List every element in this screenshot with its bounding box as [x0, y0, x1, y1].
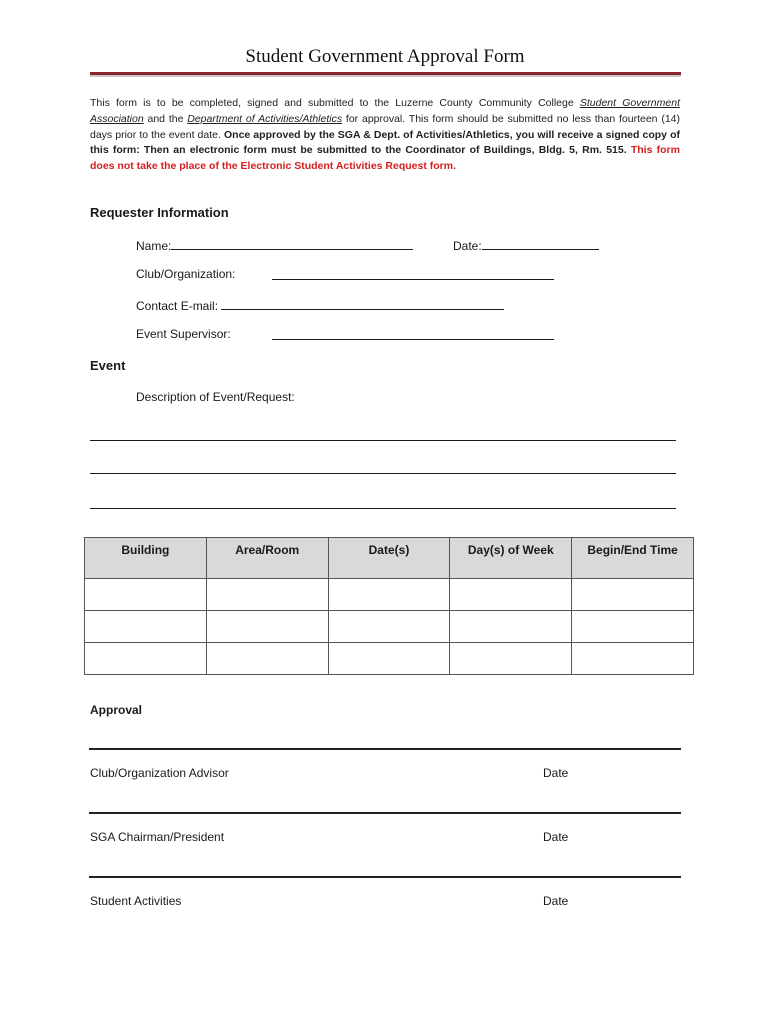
name-label: Name:: [136, 239, 172, 253]
event-heading: Event: [90, 358, 126, 373]
table-cell[interactable]: [85, 611, 207, 643]
supervisor-field-wrap: [272, 327, 554, 343]
column-header-dates: Date(s): [328, 538, 450, 579]
table-cell[interactable]: [328, 643, 450, 675]
club-field-wrap: [272, 267, 554, 283]
club-field[interactable]: [272, 267, 554, 280]
intro-text: and the: [143, 112, 188, 125]
table-cell[interactable]: [206, 579, 328, 611]
signature-line-advisor[interactable]: [89, 748, 681, 750]
table-cell[interactable]: [85, 579, 207, 611]
room-request-table: [84, 537, 694, 675]
email-row: [136, 297, 504, 313]
table-cell[interactable]: [206, 643, 328, 675]
description-line-2[interactable]: [90, 473, 676, 474]
advisor-signature-label: Club/Organization Advisor: [90, 766, 229, 780]
table-cell[interactable]: [572, 611, 694, 643]
column-header-days-of-week: Day(s) of Week: [450, 538, 572, 579]
sga-signature-label: SGA Chairman/President: [90, 830, 225, 844]
table-header-row: [85, 538, 694, 579]
title-divider: [90, 72, 681, 75]
table-cell[interactable]: [85, 643, 207, 675]
table-cell[interactable]: [328, 611, 450, 643]
column-header-area-room: Area/Room: [206, 538, 328, 579]
table-cell[interactable]: [450, 611, 572, 643]
page-title: Student Government Approval Form: [245, 46, 525, 67]
name-field[interactable]: [171, 237, 413, 250]
supervisor-field[interactable]: [272, 327, 554, 340]
supervisor-label: Event Supervisor:: [136, 327, 231, 341]
table-cell[interactable]: [206, 611, 328, 643]
name-row: [136, 237, 413, 253]
date-label: Date:: [453, 239, 482, 253]
description-line-3[interactable]: [90, 508, 676, 509]
intro-warning: This form does not take the place of the Electronic Student Activities Request form.: [90, 144, 680, 173]
sga-date-label: Date: [543, 830, 569, 844]
table-cell[interactable]: [450, 643, 572, 675]
table-cell[interactable]: [572, 579, 694, 611]
description-line-1[interactable]: [90, 440, 676, 441]
approval-heading: Approval: [90, 703, 143, 717]
email-label: Contact E-mail:: [136, 299, 219, 313]
intro-text: This form is to be completed, signed and submitted to the Luzerne County Community College: [90, 97, 580, 109]
column-header-building: Building: [85, 538, 207, 579]
table-cell[interactable]: [328, 579, 450, 611]
signature-line-sga[interactable]: [89, 812, 681, 814]
activities-date-label: Date: [543, 894, 569, 908]
table-row: [85, 611, 694, 643]
advisor-date-label: Date: [543, 766, 569, 780]
supervisor-row: [136, 327, 231, 341]
intro-bold-instructions: Once approved by the SGA & Dept. of Activities/Athletics, you will receive a signed copy of this form: Then an electronic form must be submitted to the Coordinator of Buildings, Bldg. 5, Rm. 515.: [90, 128, 680, 157]
date-row: [453, 237, 599, 253]
signature-line-activities[interactable]: [89, 876, 681, 878]
club-row: [136, 267, 235, 281]
description-label: Description of Event/Request:: [136, 390, 295, 404]
email-field[interactable]: [221, 297, 504, 310]
intro-paragraph: [90, 96, 680, 175]
table-row: [85, 579, 694, 611]
club-label: Club/Organization:: [136, 267, 236, 281]
department-link[interactable]: Department of Activities/Athletics: [187, 112, 343, 125]
sga-link[interactable]: Student Government Association: [90, 97, 680, 125]
activities-signature-label: Student Activities: [90, 894, 182, 908]
table-cell[interactable]: [572, 643, 694, 675]
requester-heading: Requester Information: [90, 205, 229, 220]
intro-text: for approval. This form should be submitted no less than fourteen (14) days prior to the event date.: [90, 112, 680, 141]
table-cell[interactable]: [450, 579, 572, 611]
table-row: [85, 643, 694, 675]
date-field[interactable]: [482, 237, 599, 250]
column-header-begin-end-time: Begin/End Time: [572, 538, 694, 579]
